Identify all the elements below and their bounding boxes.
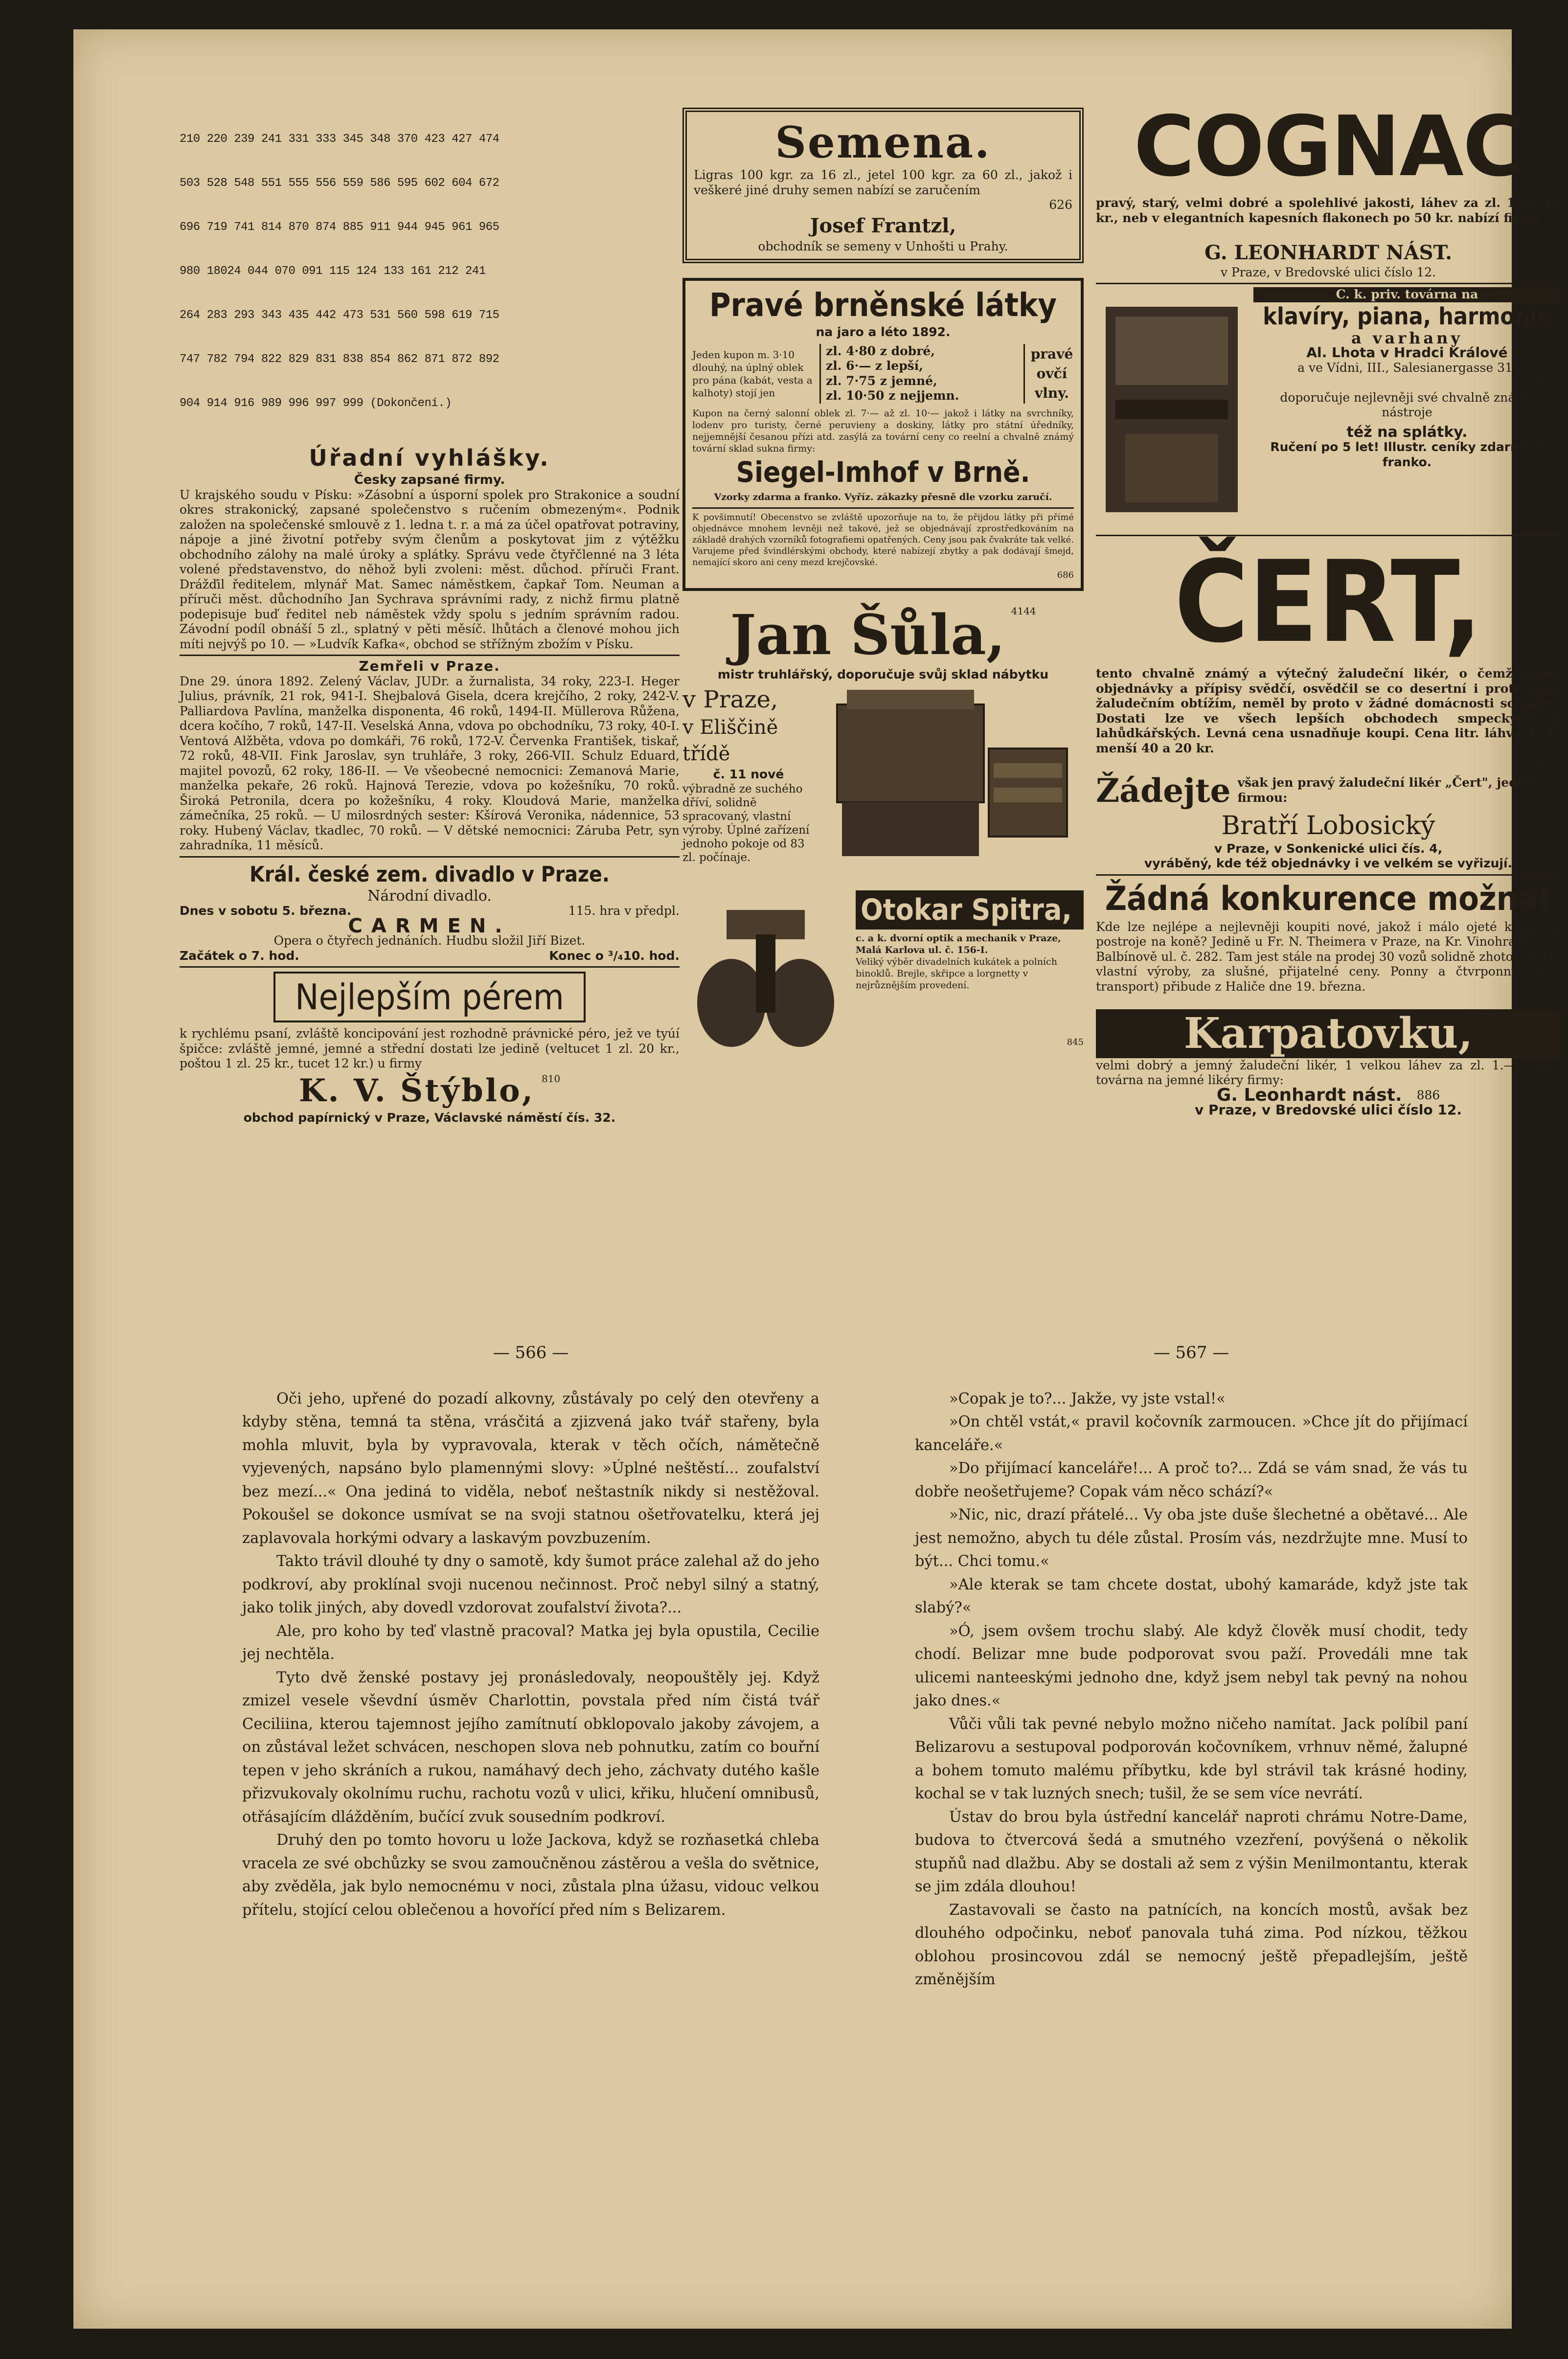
story-right-column — [915, 1345, 1468, 1992]
seeds-text: Ligras 100 kgr. za 16 zl., jetel 100 kgr. za 60 zl., jakož i veškeré jiné druhy semen nabízí se zaručením — [694, 168, 1072, 197]
story-paragraph: »Do přijímací kanceláře!... A proč to?... Zdá se vám snad, že vás tu dobře neošetřujeme? Copak vám něco schází?« — [915, 1460, 1468, 1500]
divider — [1096, 535, 1561, 536]
lottery-row: 696 719 741 814 870 874 885 911 944 945 961 965 — [180, 221, 500, 234]
seeds-code: 626 — [1049, 198, 1072, 212]
theatre-title: Král. české zem. divadlo v Praze. — [250, 862, 610, 887]
story-paragraph: »Copak je to?... Jakže, vy jste vstal!« — [949, 1390, 1226, 1407]
piano-branch: a ve Vídni, III., Salesianergasse 31, — [1297, 360, 1517, 375]
furniture-illustration — [822, 685, 1077, 871]
story-paragraph: »Ale kterak se tam chcete dostat, ubohý kamaráde, když jste tak slabý?« — [915, 1576, 1468, 1616]
brno-prices — [692, 344, 1074, 404]
deaths-text: Dne 29. února 1892. Zelený Václav, JUDr. a žurnalista, 34 roky, 223-I. Heger Julius, právník, 21 rok, 941-I. Shejbalová Gisela, dcera krejčího, 2 roky, 242-V. Palliardova Pavlína, manželka disponenta, 46 roků, 1494-II. Müllerova Růžena, dcera kočího, 7 roků, 147-II. Veselská Anna, vdova po obchodníku, 73 roky, 40-I. Ventová Alžběta, vdova po domkáři, 76 roků, 172-V. Červenka František, tiskař, 72 roků, 48-VII. Fink Jaroslav, syn truhláře, 3 roky, 266-VII. Schulz Eduard, majitel povozů, 62 roky, 186-II. — Ve všeobecné nemocnici: Zemanová Marie, manželka pekaře, 26 roků. Hajnová Terezie, vdova po kožešníku, 70 roků. Široká Petronila, dcera po kožešníku, 4 roky. Kloudová Marie, manželka zámečníka, 25 roků. — U milosrdných sester: Kšírová Veronika, nádennice, 53 roky. Hubený Václav, tkadlec, 70 roků. — V dětské nemocnici: Záruba Petr, syn zahradníka, 11 měsíců. — [180, 674, 680, 852]
pen-ad — [180, 972, 680, 1022]
story-paragraph: »Nic, nic, drazí přátelé... Vy oba jste duše šlechetné a obětavé... Ale jest nemožno, abych tu déle zůstal. Prosím vás, nezdržujte mne. Musí to být... Chci tomu.« — [915, 1506, 1468, 1570]
story-paragraph: Ale, pro koho by teď vlastně pracoval? Matka jej byla opustila, Cecilie jej nechtěla. — [242, 1622, 819, 1663]
theatre-start: Začátek o 7. hod. — [180, 948, 299, 963]
brno-season: na jaro a léto 1892. — [816, 325, 951, 339]
piano-text: doporučuje nejlevněji své chvalně známé nástroje — [1280, 390, 1534, 419]
piano-title: klavíry, piana, harmonia — [1263, 302, 1551, 330]
optik-code: 845 — [1067, 1037, 1084, 1047]
optik-sub: c. a k. dvorní optik a mechanik v Praze, Malá Karlova ul. č. 156-I. — [856, 933, 1061, 955]
theatre-date: Dnes v sobotu 5. března. — [180, 904, 352, 918]
deaths-title: Zemřeli v Praze. — [359, 658, 500, 674]
piano-sub: a varhany — [1351, 328, 1463, 347]
lottery-row: 503 528 548 551 555 556 559 586 595 602 604 672 — [180, 177, 500, 190]
divider — [692, 507, 1074, 509]
brno-price: zl. 6·— z lepší, — [826, 359, 923, 373]
brno-code: 686 — [1057, 570, 1074, 580]
cert-note: vyráběný, kde též objednávky i ve velkém se vyřizují. — [1144, 856, 1513, 870]
piano-text-block — [1253, 287, 1561, 532]
karpat-firm-row — [1096, 1085, 1561, 1105]
sula-ad-left — [682, 685, 815, 871]
story-left-text — [242, 1387, 819, 1922]
brno-side: pravé ovčí vlny. — [1030, 345, 1073, 401]
kocar-code: 759 — [1537, 994, 1561, 1008]
story-paragraph: Oči jeho, upřené do pozadí alkovny, zůstávaly po celý den otevřeny a kdyby stěna, temná ta stěna, vrásčitá a zjizvená jako tvář stařeny, byla mohla mluvit, byla by vypravovala, kterak v těch očích, námětečně vyjevených, napsáno bylo plamennými slovy: »Úplné neštěstí... zoufalství bez mezí...« Ona jediná to viděla, neboť neštastník nikdy si nestěžoval. Pokoušel se dokonce usmívat se na svoji statnou ošetřovatelku, která jej zaplavovala horkými odvary a laskavým povzbuzením. — [242, 1390, 819, 1547]
piano-installments: též na splátky. — [1346, 423, 1468, 441]
kocar-text: Kde lze nejlépe a nejlevněji koupiti nové, jakož i málo ojeté kočáry a postroje na koně? Jedině u Fr. N. Theimera v Praze, na Kr. Vinohradech, v Balbínově ul. č. 282. Tam jest stále na prodej 30 vozů solidně zhotovených, vlastní výroby, za slušné, přijatelné ceny. Ponny a čtvrponny (prvý transport) přibude z Haliče dne 19. března. — [1096, 919, 1561, 994]
story-paragraph: Druhý den po tomto hovoru u lože Jackova, když se rozňasetká chleba vracela ze své obchůzky se svou zamoučněnou zástěrou a vešla do světnice, aby zvěděla, jak bylo nemocnému v noci, zůstala plna úžasu, vidouc velkou přítelu, stojící celou oblečenou a hovořící před ním s Belizarem. — [242, 1832, 819, 1919]
cognac-text: pravý, starý, velmi dobré a spolehlivé jakosti, láhev za zl. 1 zl. 40 kr., neb v elegantních kapesních flakonech po 50 kr. nabízí firma — [1096, 196, 1561, 225]
theatre-desc: Opera o čtyřech jednáních. Hudbu složil Jiří Bizet. — [273, 933, 586, 948]
seeds-title: Semena. — [775, 117, 991, 168]
page-number-right: — 567 — — [1153, 1343, 1229, 1362]
piano-guarantee: Ručení po 5 let! Illustr. ceníky zdarma a franko. — [1270, 440, 1544, 469]
story-paragraph: Ústav do brou byla ústřední kancelář naproti chrámu Notre-Dame, budova to čtvercová šedá a smutného vzezření, povýšená o několik stupňů nad dlažbu. Aby se dostali až sem z výšin Menilmontantu, kterak se jim zdála dlouhou! — [915, 1808, 1468, 1895]
pen-ad-firm-row — [180, 1071, 680, 1111]
divider — [180, 966, 680, 968]
pen-ad-address: obchod papírnický v Praze, Václavské náměstí čís. 32. — [243, 1110, 616, 1125]
pen-ad-text: k rychlému psaní, zvláště koncipování jest rozhodně právnické péro, jež ve tyúí špičce: zvláště jemné, jemné a střední dostati lze jedině (veltucet 1 zl. 20 kr., poštou 1 zl. 25 kr., tucet 12 kr.) u firmy — [180, 1026, 680, 1070]
brno-warning: K povšimnutí! Obecenstvo se zvláště upozorňuje na to, že přijdou látky při přímé objednávce mnohem levněji než takové, jež se objednávají zprostředkováním na základě drahých vzorníků fotografiemi opatřených. Ceny jsou pak čvakráte tak velké. Varujeme před švindlérskými obchody, které nabízejí zbytky a pak dodávají šmejd, nemající skoro ani ceny mezd krejčovské. — [692, 512, 1074, 567]
story-right-text — [915, 1387, 1468, 1992]
cert-address: v Praze, v Sonkenické ulici čís. 4, — [1214, 841, 1443, 856]
cert-zadejte-row — [1096, 771, 1561, 810]
sula-title: Jan Šůla, — [730, 603, 1005, 667]
karpat-text: velmi dobrý a jemný žaludeční likér, 1 velkou láhev za zl. 1.— nabízí továrna na jemné likéry firmy: — [1096, 1058, 1561, 1087]
cognac-firm: G. LEONHARDT NÁST. — [1204, 241, 1453, 264]
optik-ad — [682, 890, 1084, 1066]
sula-ad-body — [682, 685, 1084, 871]
sula-ad-title-row — [682, 604, 1084, 667]
binoculars-illustration — [682, 890, 849, 1066]
firm-registration-text: U krajského soudu v Písku: »Zásobní a úsporní spolek pro Strakonice a soudní okres strakonický, zapsané společenstvo s ručením obmezeným«. Podnik založen na společenské smlouvě z 1. ledna t. r. a má za účel opatřovat potraviny, nápoje a jiné životní potřeby svým členům a poskytovat jim z výtěžku obchodního zálohy na malé úroky a splátky. Správu vede čtyřčlenné na 3 léta volené představenstvo, do něhož byli zvoleni: měst. důchod. příruči Frant. Drážďil ředitelem, mlynář Mat. Samec náměstkem, čapkař Tom. Neuman a příruči měst. důchodního Jan Sychrava správními rady, z nichž firmu platně podepisuje buď ředitel neb náměstek vždy spolu s jedním správním radou. Závodní podíl obnáší 5 zl., splatný v pěti měsíč. lhůtách a členové mohou jich míti nejvýš po 10. — »Ludvík Kafka«, obchod se střížným zbožím v Písku. — [180, 487, 680, 651]
story-paragraph: Vůči vůli tak pevné nebylo možno ničeho namítat. Jack políbil paní Belizarovu a sestupoval podporován kočovníkem, vrhnuv němé, žalupné a bohem tomuto malému příbytku, kde byl strávil tak krásné hodiny, kochal se v tak luzných snech; tušil, že se sem více nevrátí. — [915, 1715, 1468, 1802]
page-number-left: — 566 — — [493, 1343, 569, 1362]
lottery-row: 980 18024 044 070 091 115 124 133 161 212 241 — [180, 265, 486, 278]
optik-title: Otokar Spitra, — [856, 890, 1084, 930]
brno-price: zl. 4·80 z dobré, — [826, 343, 935, 358]
sula-text: mistr truhlářský, doporučuje svůj sklad nábytku — [717, 667, 1049, 681]
divider — [180, 655, 680, 656]
lottery-row: 264 283 293 343 435 442 473 531 560 598 619 715 — [180, 309, 500, 322]
notices-title: Úřadní vyhlášky. — [309, 445, 550, 471]
karpat-title: Karpatovku, — [1096, 1009, 1561, 1058]
cert-zadejte-text: však jen pravý žaludeční likér „Čert", jedině z firmou: — [1237, 775, 1550, 805]
seeds-ad — [682, 108, 1084, 263]
column-notices — [180, 103, 680, 1125]
theatre-times — [180, 949, 680, 964]
theatre-end: Konec o ³/₄10. hod. — [549, 948, 680, 963]
firms-subtitle: Česky zapsané firmy. — [354, 473, 505, 487]
story-paragraph: Takto trávil dlouhé ty dny o samotě, kdy šumot práce zalehal až do jeho podkroví, aby proklínal svoji nucenou nečinnost. Proč nebyl silný a statný, jako tolik jiných, aby dovedl vzdorovat zoufalství života?... — [242, 1553, 819, 1616]
cert-title: ČERT, — [1174, 537, 1482, 668]
story-left-column — [242, 1345, 819, 1922]
brno-title: Pravé brněnské látky — [709, 286, 1057, 324]
optik-text-block — [856, 890, 1084, 1066]
brno-samples: Vzorky zdarma a franko. Vyříz. zákazky přesně dle vzorku zaručí. — [714, 491, 1052, 502]
brno-kupon: Jeden kupon m. 3·10 dlouhý, na úplný oblek pro pána (kabát, vesta a kalhoty) stojí jen — [692, 348, 813, 399]
pen-ad-firm: K. V. Štýblo, — [298, 1072, 535, 1109]
story-paragraph: Tyto dvě ženské postavy jej pronásledovaly, neopouštěly jej. Když zmizel vesele vševdní úsměv Charlottin, povstala před ním čistá tvář Ceciliina, kterou tajemnost jejího zamítnutí obklopovalo jakoby závojem, a on zůstával ležet schvácen, neschopen slova neb pohnutku, zatím co bouřní tepen v jeho skráních a rukou, namáhavý dech jeho, záchvaty dutého kašle přizvukovaly okolnímu ruchu, rachotu vozů v ulici, křiku, hlučení omnibusů, otřásajícím dlážděním, bučící zvuk sousedním podkroví. — [242, 1669, 819, 1826]
lottery-row: 747 782 794 822 829 831 838 854 862 871 872 892 — [180, 353, 500, 366]
brno-firm: Siegel-Imhof v Brně. — [736, 455, 1030, 489]
cognac-address: v Praze, v Bredovské ulici číslo 12. — [1220, 265, 1436, 279]
sula-place: v Praze, — [682, 686, 778, 713]
divider — [1096, 874, 1561, 876]
seeds-firm: Josef Frantzl, — [810, 214, 956, 237]
piano-code: 2127 — [1529, 375, 1561, 389]
sula-street: v Eliščině třídě — [682, 716, 778, 765]
brno-price: zl. 7·75 z jemné, — [826, 373, 937, 388]
cognac-code: 888 — [1537, 226, 1561, 240]
story-paragraph: »Ó, jsem ovšem trochu slabý. Ale když člověk musí chodit, tedy chodí. Belizar mne bude podporovat svou paží. Provedáli mne tak ulicemi nanteeskými jednoho dne, když jsem nebyl tak pevný na nohou jako dnes.« — [915, 1622, 1468, 1709]
lottery-numbers — [180, 103, 680, 440]
divider — [180, 856, 680, 858]
divider — [1096, 283, 1561, 284]
theatre-performance: 115. hra v předpl. — [568, 904, 680, 918]
piano-head: C. k. priv. továrna na — [1253, 287, 1561, 302]
karpat-firm: G. Leonhardt nást. — [1216, 1085, 1402, 1105]
newspaper-page — [73, 29, 1561, 2329]
column-ads-right — [1096, 98, 1561, 1118]
organ-illustration — [1096, 287, 1248, 532]
piano-ad — [1096, 287, 1561, 532]
sula-code: 4144 — [1011, 605, 1036, 617]
pen-ad-title: Nejlepším pérem — [273, 972, 586, 1022]
brno-price-list — [819, 344, 1025, 404]
cert-code: 872 — [1537, 756, 1561, 770]
sula-body: výbradně ze suchého dříví, solidně spracovaný, vlastní výroby. Úplné zařízení jednoho pokoje od 83 zl. počínaje. — [682, 782, 810, 864]
cert-zadejte: Žádejte — [1096, 771, 1231, 810]
brno-price: zl. 10·50 z nejjemn. — [826, 388, 959, 403]
brno-ad — [682, 278, 1084, 591]
brno-note: Kupon na černý salonní oblek zl. 7·— až zl. 10·— jakož i látky na svrchníky, lodenv pro turisty, černé peruvieny a doskiny, látky pro státní úředníky, nejjemnější česanou přízi atd. zasýlá za tovární ceny co reelní a chvalně známý tovární sklad sukna firmy: — [692, 408, 1074, 454]
cognac-title: COGNAC — [1134, 98, 1523, 195]
seeds-address: obchodník se semeny v Unhošti u Prahy. — [758, 239, 1008, 253]
pen-ad-code: 810 — [542, 1072, 561, 1085]
story-paragraph: Zastavovali se často na patnících, na koncích mostů, avšak bez dlouhého odpočinku, neboť panovala tuhá zima. Pod nízkou, těžkou oblohou prosincovou zdál se nemocný ještě přepadlejším, ještě změnějším — [915, 1901, 1468, 1988]
cert-firm: Bratří Lobosický — [1221, 811, 1435, 840]
karpat-address: v Praze, v Bredovské ulici číslo 12. — [1195, 1102, 1462, 1118]
column-ads-middle — [682, 108, 1084, 1066]
kocar-title: Žádná konkurence možná! — [1105, 879, 1552, 918]
sula-number: č. 11 nové — [713, 767, 784, 781]
cert-text: tento chvalně známý a výtečný žaludeční likér, o čemž hojné objednávky a přípisy svědčí, osvědčil se co desertní i proti všem žaludečním obtížím, neměl by proto v žádné domácnosti scházeti. Dostati lze ve všech lepších obchodech smpeckých a lahůdkářských. Levná cena usnadňuje koupi. Cena litr. láhve 1 zl., menší 40 a 20 kr. — [1096, 666, 1561, 755]
lottery-row: 210 220 239 241 331 333 345 348 370 423 427 474 — [180, 133, 500, 146]
optik-text: Veliký výběr divadelních kukátek a polních binoklů. Brejle, skřipce a lorgnetty v nejrůznějším provedení. — [856, 956, 1057, 991]
theatre-subtitle: Národní divadlo. — [367, 887, 492, 905]
story-paragraph: »On chtěl vstát,« pravil kočovník zarmoucen. »Chce jít do přijímací kanceláře.« — [915, 1413, 1468, 1454]
lottery-row: 904 914 916 989 996 997 999 (Dokončení.) — [180, 397, 452, 410]
karpat-code: 886 — [1416, 1088, 1440, 1102]
theatre-show: CARMEN. — [348, 914, 511, 937]
piano-firm: Al. Lhota v Hradci Králové — [1306, 344, 1508, 361]
